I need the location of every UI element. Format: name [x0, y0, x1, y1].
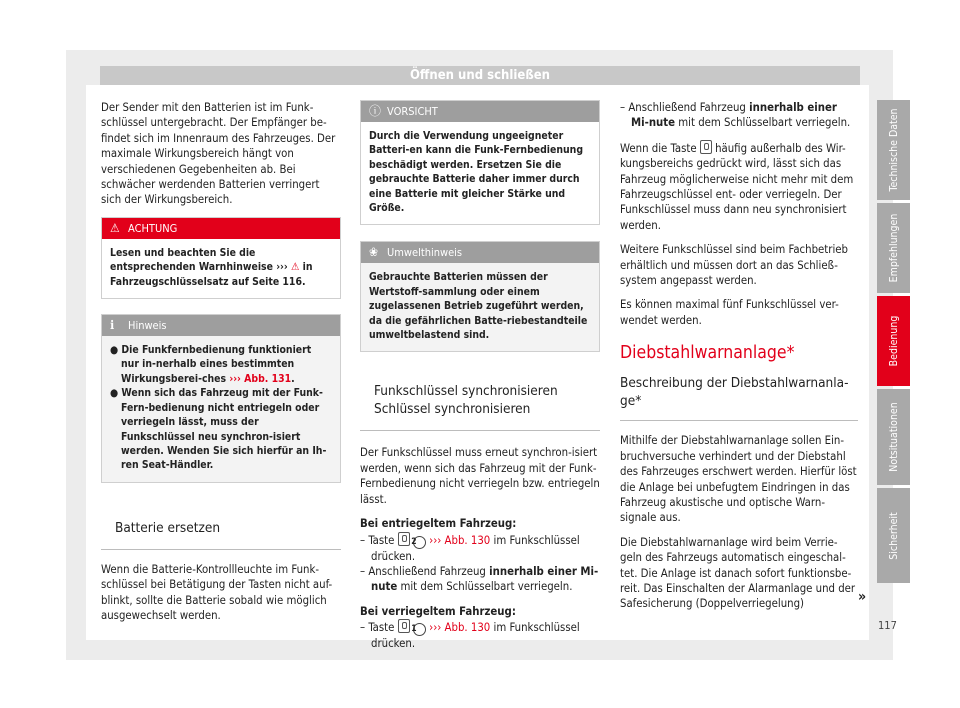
- step-3: – Taste 1 ››› Abb. 130 im Funkschlüssel drücken.: [360, 621, 580, 651]
- step-2: – Anschließend Fahrzeug innerhalb einer Mi-nute mit dem Schlüsselbart verriegeln.: [360, 564, 599, 594]
- alarm-title: Diebstahlwarnanlage*: [620, 343, 795, 364]
- continue-icon: »: [858, 589, 867, 605]
- caution-header: [361, 101, 599, 122]
- tab-technische-daten[interactable]: Technische Daten: [877, 100, 910, 200]
- alarm-subtitle: Beschreibung der Diebstahlwarnanla-ge*: [620, 374, 858, 421]
- callout-1: 1: [413, 623, 426, 636]
- note-body: [102, 336, 340, 482]
- note-title: Hinweis: [128, 319, 167, 333]
- key-range-paragraph: Wenn die Taste häufig außerhalb des Wir-kungsbereichs gedrückt wird, lässt sich das Fahrzeug möglicherweise nicht mehr mit dem Fahrzeugschlüssel ent- oder verriegeln. Der Funkschlüssel muss dann neu synchronisiert werden.: [620, 141, 854, 232]
- note-header: [102, 315, 340, 336]
- sync-intro: Der Funkschlüssel muss erneut synchron-isiert werden, wenn sich das Fahrzeug mit der Funk-Fernbedienung nicht verriegeln bzw. entriegeln lässt.: [360, 446, 600, 506]
- warning-text-a: Lesen und beachten Sie die entsprechenden Warnhinweise: [110, 246, 277, 274]
- section-title-sync-1: Funkschlüssel synchronisieren: [374, 383, 558, 400]
- warning-title: ACHTUNG: [128, 221, 178, 235]
- alarm-paragraph-2: Die Diebstahlwarnanlage wird beim Verrie-geln des Fahrzeugs automatisch eingeschal-tet. Die Anlage ist danach sofort funktionsbe-reit. Das Einschalten der Alarmanlage und der Safesicherung (Doppelverriegelung): [620, 535, 856, 611]
- locked-heading: Bei verriegeltem Fahrzeug:: [360, 604, 516, 618]
- caution-icon: ⓘ: [369, 104, 382, 118]
- fig-130-link[interactable]: ››› Abb. 130: [429, 621, 491, 635]
- caution-box: [360, 100, 600, 225]
- warning-triangle-icon: ⚠: [110, 220, 120, 235]
- tab-empfehlungen[interactable]: Empfehlungen: [877, 203, 910, 293]
- warning-header: [102, 218, 340, 239]
- key-button-icon: [398, 532, 410, 546]
- key-button-icon: [398, 619, 410, 633]
- info-icon: ℹ: [110, 318, 115, 333]
- column-1: [101, 100, 341, 632]
- warning-arrows: ›››: [276, 261, 288, 274]
- section-title-sync: [360, 382, 600, 431]
- column-3: [620, 100, 858, 621]
- alarm-paragraph-1: Mithilfe der Diebstahlwarnanlage sollen Ein-bruchversuche verhindert und der Diebstahl des Fahrzeuges erschwert werden. Hierfür löst die Anlage bei unbefugtem Eindringen in das Fahrzeug akustische und optische Warn-signale aus.: [620, 434, 857, 525]
- environment-icon: ❀: [369, 245, 379, 260]
- section-title-battery: Batterie ersetzen: [101, 519, 341, 550]
- max-keys-paragraph: Es können maximal fünf Funkschlüssel ver-wendet werden.: [620, 298, 839, 327]
- step-1: – Taste 2 ››› Abb. 130 im Funkschlüssel drücken.: [360, 533, 580, 563]
- env-title: Umwelthinweis: [387, 246, 463, 260]
- env-body: Gebrauchte Batterien müssen der Wertstoff-sammlung oder einem zugelassenen Betrieb zugeführt werden, da die gefährlichen Batte-riebestandteile umweltbelastend sind.: [369, 271, 588, 342]
- unlocked-heading: Bei entriegeltem Fahrzeug:: [360, 517, 517, 531]
- warning-text-b[interactable]: in Fahrzeugschlüsselsatz auf Seite 116.: [110, 261, 313, 288]
- warning-small-icon: ⚠: [291, 261, 300, 274]
- tab-notsituationen[interactable]: Notsituationen: [877, 389, 910, 485]
- intro-paragraph: Der Sender mit den Batterien ist im Funk-schlüssel untergebracht. Der Empfänger be-findet sich im Innenraum des Fahrzeuges. Der maximale Wirkungsbereich hängt von verschiedenen Gegebenheiten ab. Bei schwächer werdenden Batterien verringert sich der Wirkungsbereich.: [101, 101, 336, 207]
- warning-body: [102, 239, 340, 298]
- callout-2: 2: [413, 536, 426, 549]
- key-button-icon: [700, 140, 712, 154]
- caution-body: Durch die Verwendung ungeeigneter Batteri-en kann die Funk-Fernbedienung beschädigt werden. Ersetzen Sie die gebrauchte Batterie daher immer durch eine Batterie mit gleicher Stärke und Größe.: [369, 130, 584, 215]
- note-box: [101, 314, 341, 483]
- section-title-sync-2: Schlüssel synchronisieren: [374, 401, 531, 418]
- battery-paragraph: Wenn die Batterie-Kontrollleuchte im Funk-schlüssel bei Betätigung der Tasten nicht auf-blinkt, sollte die Batterie sobald wie möglich ausgewechselt werden.: [101, 562, 333, 622]
- tab-bedienung[interactable]: Bedienung: [877, 296, 910, 386]
- warning-box: [101, 217, 341, 299]
- page-number: 117: [878, 619, 897, 632]
- note-item-1: ● Die Funkfernbedienung funktioniert nur in-nerhalb eines bestimmten Wirkungsberei-ches ››› Abb. 131.: [110, 344, 312, 385]
- caution-title: VORSICHT: [387, 105, 438, 118]
- env-box: [360, 241, 600, 352]
- step-4: – Anschließend Fahrzeug innerhalb einer Mi-nute mit dem Schlüsselbart verriegeln.: [620, 101, 851, 130]
- tab-sicherheit[interactable]: Sicherheit: [877, 488, 910, 583]
- fig-130-link[interactable]: ››› Abb. 130: [429, 533, 491, 547]
- note-item-2: ● Wenn sich das Fahrzeug mit der Funk-Fern-bedienung nicht entriegeln oder verriegeln lässt, muss der Funkschlüssel neu synchron-isiert werden. Wenden Sie sich hierfür an Ih-ren Seat-Händler.: [110, 387, 327, 472]
- dealer-paragraph: Weitere Funkschlüssel sind beim Fachbetrieb erhältlich und müssen dort an das Schließ-system angepasst werden.: [620, 243, 848, 288]
- column-2: [360, 100, 600, 652]
- env-header: [361, 242, 599, 263]
- fig-131-link[interactable]: ››› Abb. 131: [229, 372, 292, 385]
- page-header: Öffnen und schließen: [100, 66, 860, 85]
